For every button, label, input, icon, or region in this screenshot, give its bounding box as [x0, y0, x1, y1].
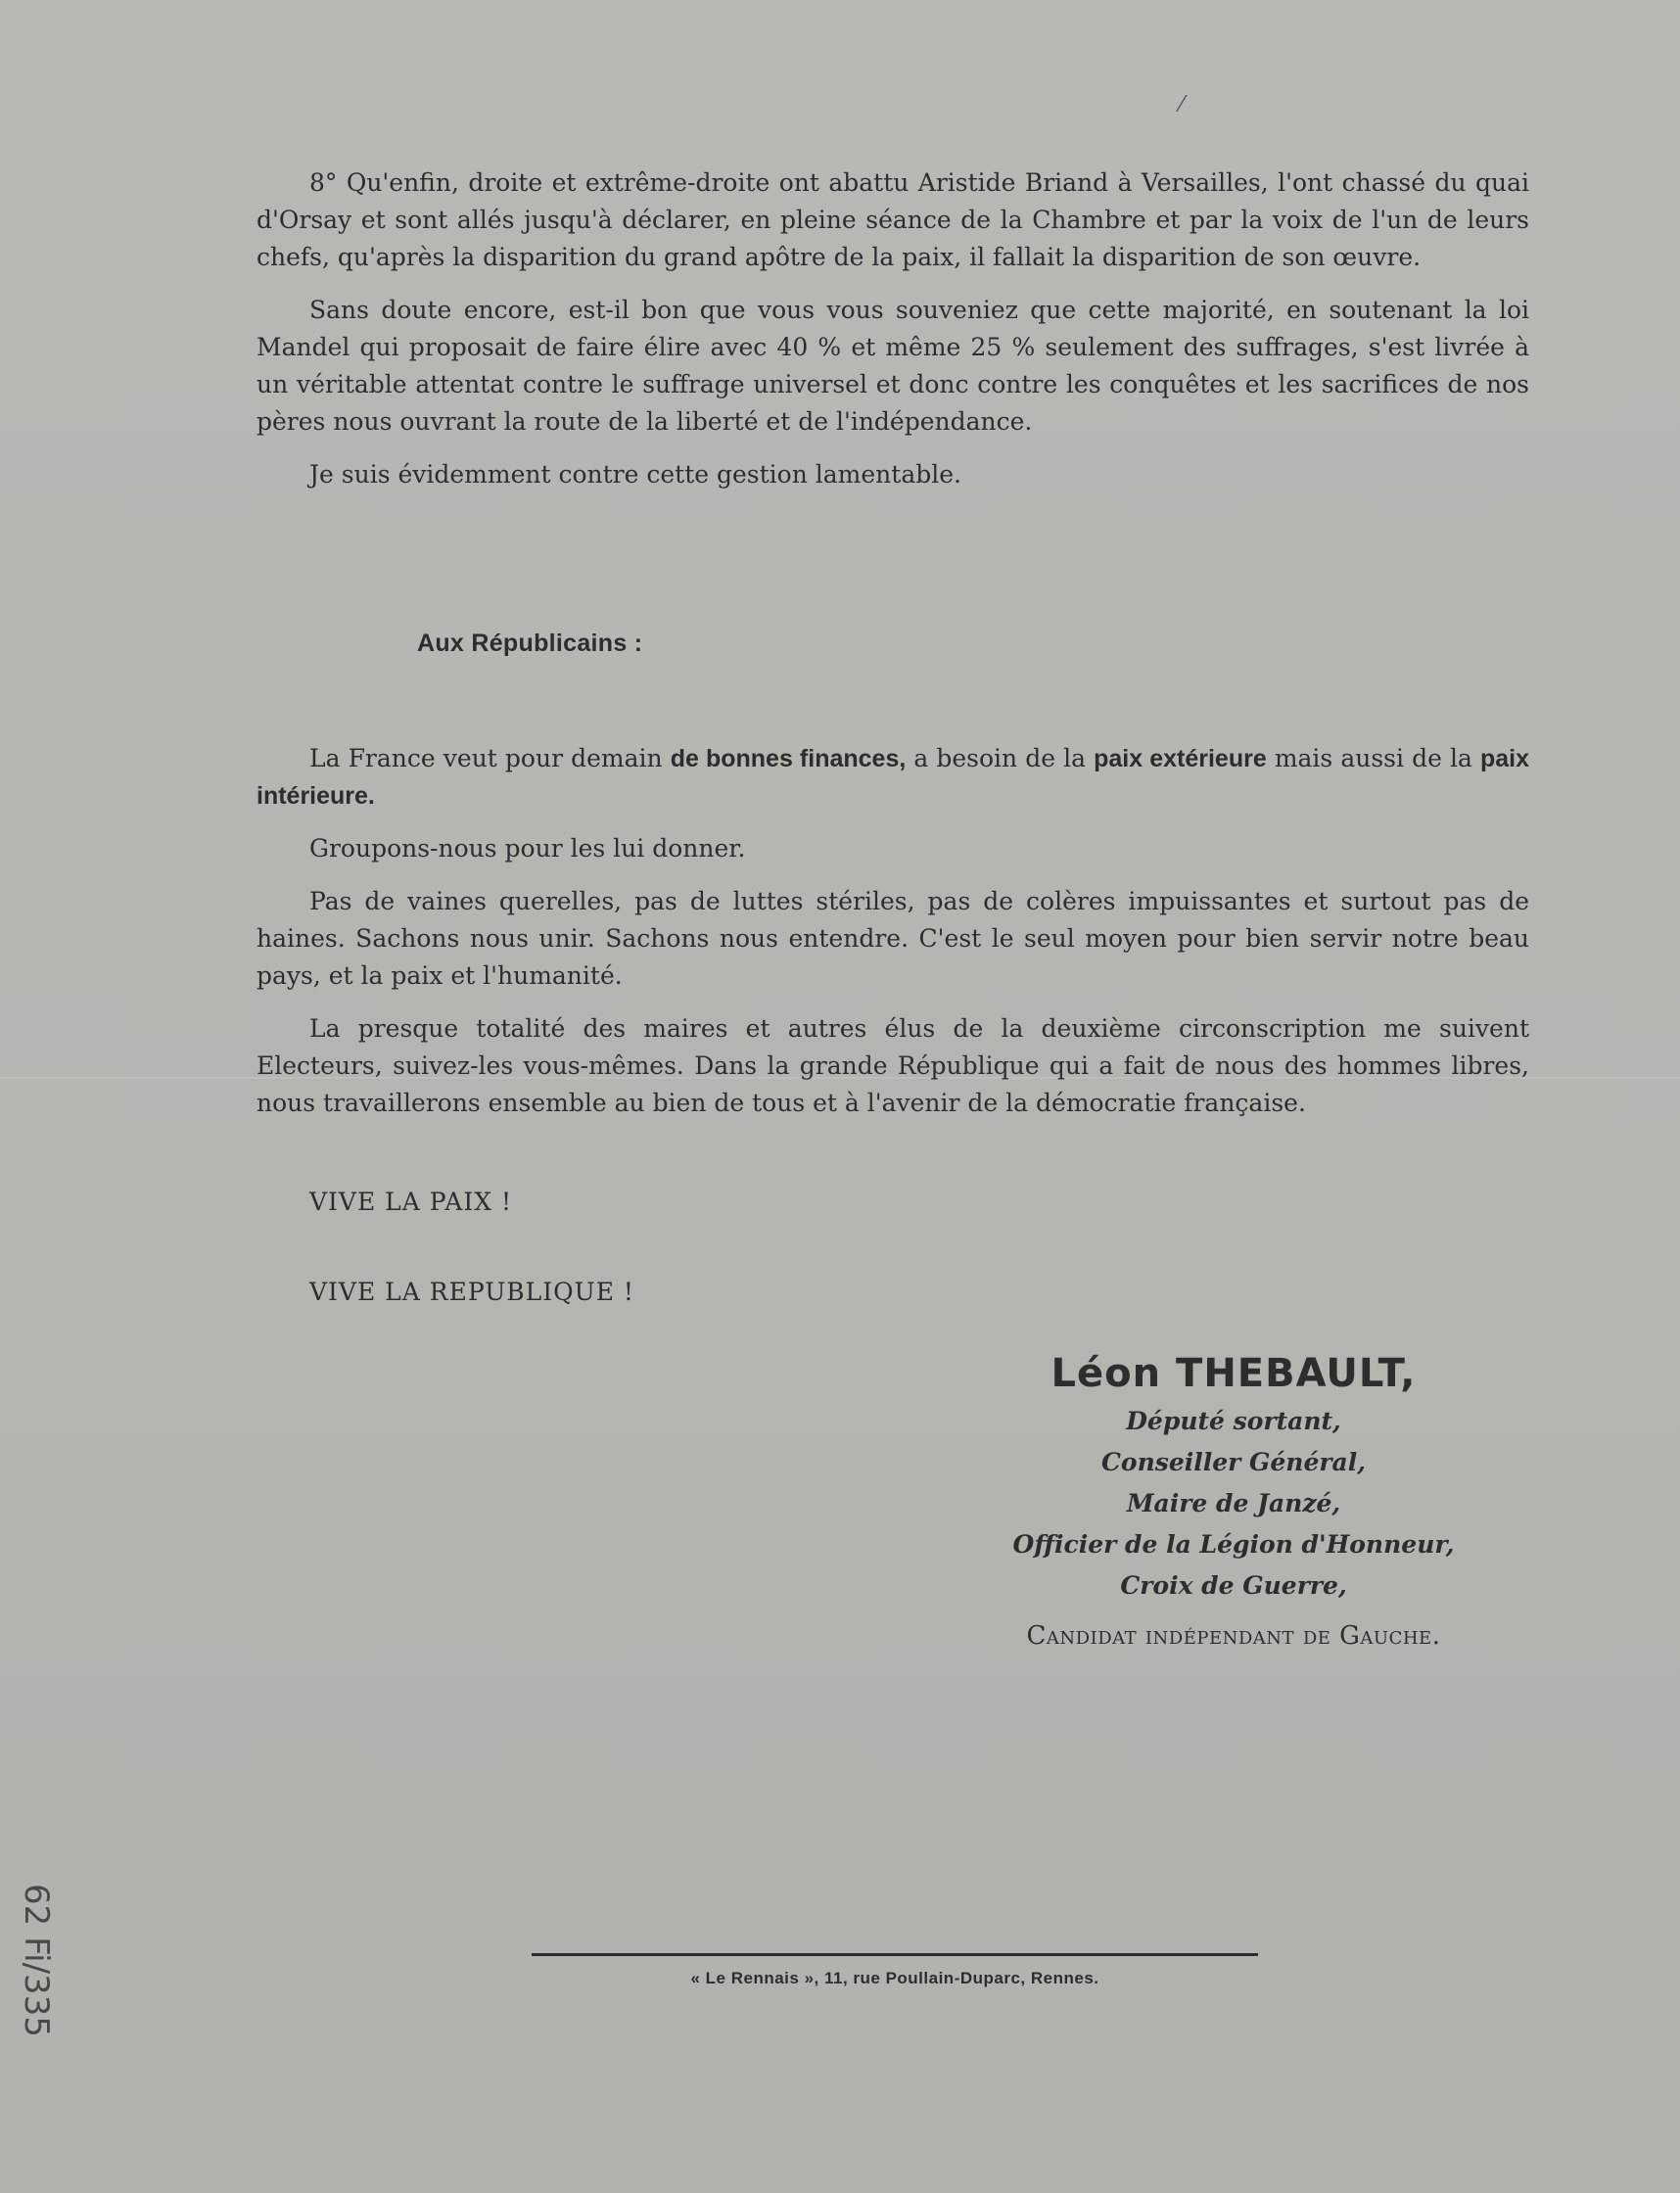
paragraph-mayors: La presque totalité des maires et autres élus de la deuxième circonscription me suivent Electeurs, suivez-les vous-mêmes. Dans la grande République qui a fait de nous des hommes libres, nous travaillerons ensemble au bien de tous et à l'avenir de la démocratie française. — [257, 1014, 1529, 1117]
archive-mark-text: 62 Fi/335 — [17, 1884, 56, 2037]
title-councillor: Conseiller Général, — [1101, 1448, 1366, 1476]
slogan-republic: VIVE LA REPUBLIQUE ! — [309, 1278, 634, 1306]
paragraph-group: Groupons-nous pour les lui donner. — [309, 834, 746, 863]
archive-handwritten-mark — [2, 1880, 56, 2124]
france-bold-external-peace: paix extérieure — [1094, 745, 1267, 772]
stray-mark: ⁄ — [1180, 93, 1184, 117]
printer-imprint: « Le Rennais », 11, rue Poullain-Duparc, Rennes. — [690, 1969, 1099, 1987]
opening-section — [257, 164, 1529, 493]
title-legion-honneur: Officier de la Légion d'Honneur, — [1012, 1530, 1455, 1559]
candidacy-line: Candidat indépendant de Gauche. — [1026, 1621, 1441, 1651]
france-text-1: La France veut pour demain — [309, 744, 671, 772]
france-text-2: a besoin de la — [906, 744, 1095, 772]
paragraph-france — [257, 740, 1529, 815]
appeal-section — [257, 740, 1529, 1122]
paragraph-mandel-law: Sans doute encore, est-il bon que vous vous souveniez que cette majorité, en soutenant la loi Mandel qui proposait de faire élire avec 40 % et même 25 % seulement des suffrages, s'est livrée à un véritable attentat contre le suffrage universel et donc contre les conquêtes et les sacrifices de nos pères nous ouvrant la route de la liberté et de l'indépendance. — [257, 296, 1529, 436]
france-bold-internal-peace: paix intérieure. — [257, 745, 1529, 810]
title-deputy: Député sortant, — [1126, 1407, 1341, 1435]
title-croix-guerre: Croix de Guerre, — [1120, 1571, 1347, 1600]
france-bold-finances: de bonnes finances, — [670, 745, 907, 772]
france-text-3: mais aussi de la — [1266, 744, 1480, 772]
paragraph-point-8: 8° Qu'enfin, droite et extrême-droite ont abattu Aristide Briand à Versailles, l'ont chassé du quai d'Orsay et sont allés jusqu'à déclarer, en pleine séance de la Chambre et par la voix de l'un de leurs chefs, qu'après la disparition du grand apôtre de la paix, il fallait la disparition de son œuvre. — [257, 168, 1529, 271]
paragraph-opposition: Je suis évidemment contre cette gestion lamentable. — [309, 460, 961, 489]
paragraph-unity: Pas de vaines querelles, pas de luttes stériles, pas de colères impuissantes et surtout pas de haines. Sachons nous unir. Sachons nous entendre. C'est le seul moyen pour bien servir notre beau pays, et la paix et l'humanité. — [257, 887, 1529, 990]
title-mayor: Maire de Janzé, — [1126, 1489, 1341, 1517]
footer-rule — [532, 1953, 1258, 1956]
candidate-name: Léon THEBAULT, — [1050, 1351, 1417, 1396]
signature-block — [881, 1346, 1586, 1659]
section-heading: Aux Républicains : — [417, 630, 643, 657]
slogan-peace: VIVE LA PAIX ! — [309, 1188, 513, 1216]
